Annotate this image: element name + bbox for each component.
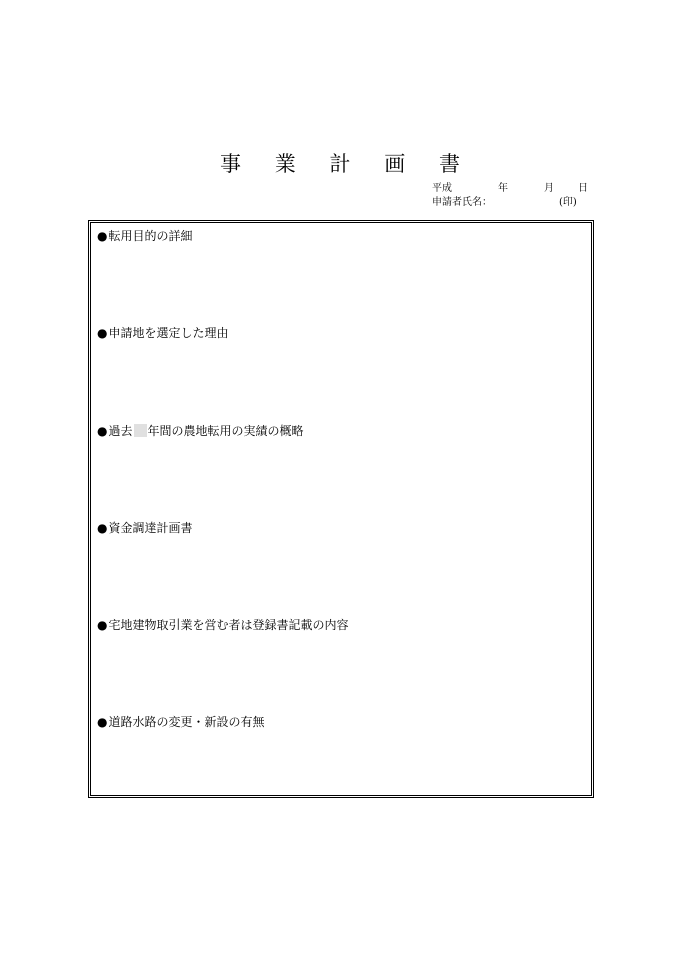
plan-form-box <box>88 220 594 798</box>
section-funding-plan <box>97 519 193 536</box>
seal-mark: (印) <box>559 197 577 208</box>
section-heading: 申請地を選定した理由 <box>108 326 229 340</box>
section-heading: 道路水路の変更・新設の有無 <box>108 715 265 729</box>
document-title <box>220 148 460 178</box>
section-heading: 転用目的の詳細 <box>108 229 193 243</box>
section-site-selection-reason <box>97 324 229 341</box>
date-year-unit: 年 <box>498 183 508 194</box>
title-char: 書 <box>439 152 460 176</box>
bullet-icon: ● <box>97 229 108 243</box>
title-char: 画 <box>384 152 406 176</box>
title-char: 業 <box>274 152 296 176</box>
date-day-unit: 日 <box>578 183 588 194</box>
applicant-line <box>432 193 582 207</box>
section-heading: 資金調達計画書 <box>108 521 193 535</box>
date-month-unit: 月 <box>544 183 554 194</box>
section-heading-before: 過去 <box>108 424 133 438</box>
date-line <box>432 179 588 193</box>
title-char: 事 <box>220 152 241 176</box>
bullet-icon: ● <box>97 715 108 729</box>
section-heading: 宅地建物取引業を営む者は登録書記載の内容 <box>108 618 349 632</box>
section-heading-after: 年間の農地転用の実績の概略 <box>147 424 304 438</box>
title-char: 計 <box>329 152 351 176</box>
bullet-icon: ● <box>97 424 108 438</box>
years-input-field[interactable] <box>134 424 147 437</box>
applicant-name-label: 申請者氏名： <box>432 197 492 208</box>
bullet-icon: ● <box>97 618 108 632</box>
section-real-estate-registration <box>97 616 349 633</box>
section-conversion-purpose <box>97 227 193 244</box>
section-road-waterway-changes <box>97 713 265 730</box>
date-era: 平成 <box>432 183 452 194</box>
section-past-conversion-record <box>97 422 304 439</box>
bullet-icon: ● <box>97 521 108 535</box>
bullet-icon: ● <box>97 326 108 340</box>
